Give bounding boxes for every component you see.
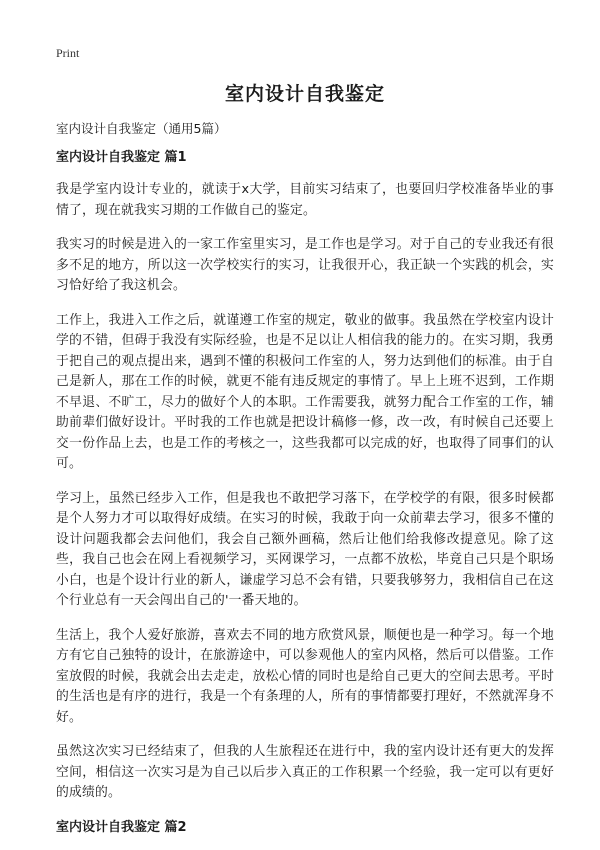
document-content	[56, 148, 554, 850]
paragraph: 我实习的时候是进入的一家工作室里实习，是工作也是学习。对于自己的专业我还有很多不足的地方，所以这一次学校实行的实习，让我很开心，我正缺一个实践的机会，实习恰好给了我这机会。	[56, 237, 554, 293]
paragraph: 我是学室内设计专业的，就读于x大学，目前实习结束了，也要回归学校准备毕业的事情了，现在就我实习期的工作做自己的鉴定。	[56, 182, 554, 218]
section-heading-2: 室内设计自我鉴定 篇2	[56, 819, 187, 835]
paragraph: 工作上，我进入工作之后，就谨遵工作室的规定，敬业的做事。我虽然在学校室内设计学的不错，但碍于我没有实际经验，也是不足以让人相信我的能力的。在实习期，我勇于把自己的观点提出来，遇到不懂的积极问工作室的人，努力达到他们的标准。由于自己是新人，那在工作的时候，就更不能有违反规定的事情了。早上上班不迟到，工作期不早退、不旷工，尽力的做好个人的本职。工作需要我，就努力配合工作室的工作，辅助前辈们做好设计。平时我的工作也就是把设计稿修一修，改一改，有时候自己还要上交一份作品上去，也是工作的考核之一，这些我都可以完成的好，也取得了同事们的认可。	[56, 312, 554, 471]
paragraph: 虽然这次实习已经结束了，但我的人生旅程还在进行中，我的室内设计还有更大的发挥空间，相信这一次实习是为自己以后步入真正的工作积累一个经验，我一定可以有更好的成绩的。	[56, 744, 554, 800]
paragraph: 生活上，我个人爱好旅游，喜欢去不同的地方欣赏风景，顺便也是一种学习。每一个地方有它自己独特的设计，在旅游途中，可以参观他人的室内风格，然后可以借鉴。工作室放假的时候，我就会出去走走，放松心情的同时也是给自己更大的空间去思考。平时的生活也是有序的进行，我是一个有条理的人，所有的事情都要打理好，不然就浑身不好。	[56, 627, 554, 725]
section-heading-1: 室内设计自我鉴定 篇1	[56, 150, 187, 165]
document-title: 室内设计自我鉴定	[224, 83, 385, 105]
document-subtitle: 室内设计自我鉴定（通用5篇）	[56, 121, 227, 136]
paragraph: 学习上，虽然已经步入工作，但是我也不敢把学习落下，在学校学的有限，很多时候都是个人努力才可以取得好成绩。在实习的时候，我敢于向一众前辈去学习，很多不懂的设计问题我都会去问他们，我会自己额外画稿，然后让他们给我修改提意见。除了这些，我自己也会在网上看视频学习，买网课学习，一点都不放松，毕竟自己只是个职场小白，也是个设计行业的新人，谦虚学习总不会有错，只要我够努力，我相信自己在这个行业总有一天会闯出自己的'一番天地的。	[56, 490, 554, 608]
print-link[interactable]: Print	[56, 46, 80, 60]
